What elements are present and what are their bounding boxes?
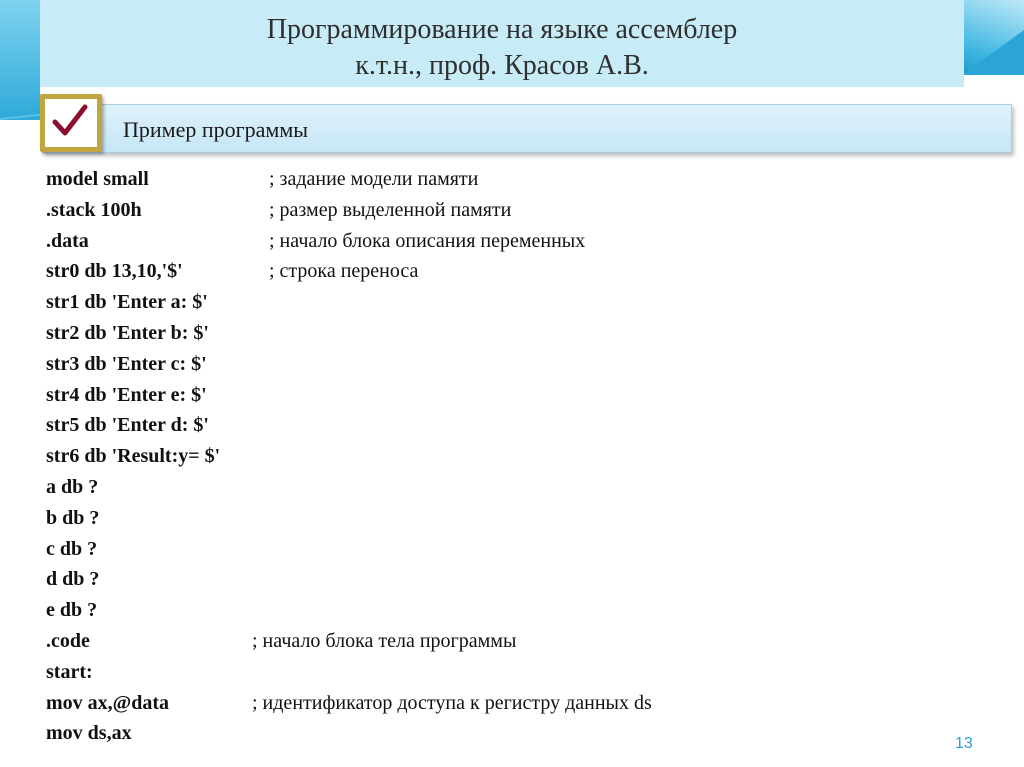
code-line bbox=[46, 630, 986, 661]
code-comment: ; размер выделенной памяти bbox=[269, 198, 512, 221]
code-instruction: str1 db 'Enter a: $' bbox=[46, 291, 208, 314]
code-instruction: .stack 100h bbox=[46, 198, 142, 221]
code-instruction: a db ? bbox=[46, 475, 99, 498]
code-instruction: .code bbox=[46, 629, 90, 652]
section-header bbox=[42, 104, 1012, 153]
code-instruction: str2 db 'Enter b: $' bbox=[46, 321, 209, 344]
code-comment: ; задание модели памяти bbox=[269, 168, 479, 190]
code-line bbox=[46, 291, 986, 322]
code-line bbox=[46, 661, 986, 692]
code-line bbox=[46, 384, 986, 415]
code-instruction: str5 db 'Enter d: $' bbox=[46, 414, 209, 437]
page-number: 13 bbox=[955, 735, 973, 752]
code-line bbox=[46, 353, 986, 384]
code-line bbox=[46, 230, 986, 261]
code-line bbox=[46, 445, 986, 476]
title-bar bbox=[40, 0, 964, 87]
code-line bbox=[46, 507, 986, 538]
code-listing bbox=[46, 168, 986, 753]
code-instruction: mov ax,@data bbox=[46, 691, 170, 714]
code-line bbox=[46, 722, 986, 753]
code-comment: ; начало блока описания переменных bbox=[269, 229, 586, 252]
code-instruction: c db ? bbox=[46, 537, 98, 560]
code-instruction: b db ? bbox=[46, 506, 100, 529]
code-line bbox=[46, 692, 986, 723]
code-line bbox=[46, 168, 986, 199]
code-comment: ; начало блока тела программы bbox=[252, 629, 517, 652]
code-instruction: e db ? bbox=[46, 599, 98, 622]
section-title: Пример программы bbox=[123, 117, 309, 142]
code-instruction: d db ? bbox=[46, 568, 100, 591]
code-line bbox=[46, 599, 986, 630]
code-line bbox=[46, 414, 986, 445]
slide-subtitle: к.т.н., проф. Красов А.В. bbox=[355, 50, 649, 81]
code-comment: ; строка переноса bbox=[269, 260, 419, 283]
code-line bbox=[46, 568, 986, 599]
code-instruction: start: bbox=[46, 660, 93, 683]
left-decoration bbox=[0, 0, 40, 120]
code-instruction: str6 db 'Result:y= $' bbox=[46, 445, 221, 468]
code-instruction: str0 db 13,10,'$' bbox=[46, 260, 183, 283]
code-instruction: str4 db 'Enter e: $' bbox=[46, 383, 207, 406]
code-line bbox=[46, 322, 986, 353]
code-line bbox=[46, 260, 986, 291]
right-decoration-triangle bbox=[962, 30, 1024, 75]
code-instruction: model small bbox=[46, 168, 149, 190]
code-comment: ; идентификатор доступа к регистру данных ds bbox=[252, 691, 652, 714]
slide-title: Программирование на языке ассемблер bbox=[266, 14, 738, 45]
code-line bbox=[46, 538, 986, 569]
code-line bbox=[46, 476, 986, 507]
code-instruction: .data bbox=[46, 229, 89, 252]
code-line bbox=[46, 199, 986, 230]
code-instruction: str3 db 'Enter c: $' bbox=[46, 352, 207, 375]
checkmark-icon bbox=[40, 94, 102, 152]
code-instruction: mov ds,ax bbox=[46, 722, 132, 745]
